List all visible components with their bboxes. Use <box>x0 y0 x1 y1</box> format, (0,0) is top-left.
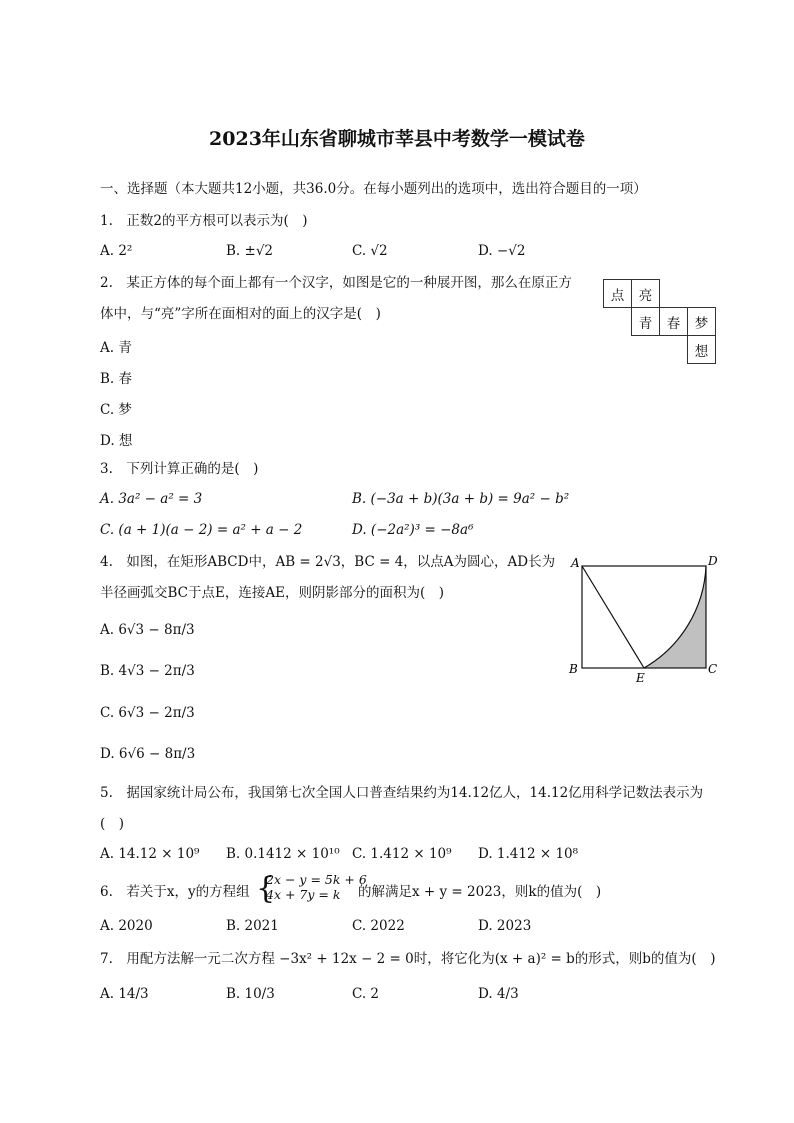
q5-option-a: A. 14.12 × 10⁹ <box>100 846 200 862</box>
question-4-stem-line2: 半径画弧交BC于点E，连接AE，则阴影部分的面积为( ) <box>100 585 444 601</box>
cube-net <box>603 279 716 364</box>
q4-option-d: D. 6√6 − 8π/3 <box>100 746 196 762</box>
net-cell-qing: 青 <box>632 308 660 336</box>
q6-option-a: A. 2020 <box>100 918 153 934</box>
q6-option-b: B. 2021 <box>226 918 279 934</box>
q5-option-c: C. 1.412 × 10⁹ <box>352 846 452 862</box>
question-6-stem-b: 的解满足x + y = 2023，则k的值为( ) <box>358 884 602 900</box>
q4-option-b: B. 4√3 − 2π/3 <box>100 663 195 679</box>
q2-option-d: D. 想 <box>100 433 133 449</box>
system-equation-2: 4x + 7y = k <box>266 887 341 902</box>
q7-option-c: C. 2 <box>352 986 380 1002</box>
question-7-stem: 7. 用配方法解一元二次方程 −3x² + 12x − 2 = 0时，将它化为(x + a)² = b的形式，则b的值为( ) <box>100 951 716 967</box>
q1-option-a: A. 2² <box>100 243 133 259</box>
section-heading: 一、选择题（本大题共12小题，共36.0分。在每小题列出的选项中，选出符合题目的一项） <box>100 181 647 197</box>
q5-option-b: B. 0.1412 × 10¹⁰ <box>226 846 340 862</box>
q3-option-c: C. (a + 1)(a − 2) = a² + a − 2 <box>100 522 303 538</box>
q1-option-c: C. √2 <box>352 243 388 259</box>
question-2-stem-line1: 2. 某正方体的每个面上都有一个汉字，如图是它的一种展开图，那么在原正方 <box>100 275 572 291</box>
segment-ae <box>582 566 644 668</box>
q2-option-c: C. 梦 <box>100 402 132 418</box>
q2-option-a: A. 青 <box>100 340 132 356</box>
shaded-region <box>644 566 706 668</box>
net-cell-dian: 点 <box>604 280 632 308</box>
q7-option-a: A. 14/3 <box>100 986 149 1002</box>
q3-option-b: B. (−3a + b)(3a + b) = 9a² − b² <box>352 491 570 507</box>
question-6-stem-a: 6. 若关于x，y的方程组 <box>100 884 250 900</box>
q4-option-a: A. 6√3 − 8π/3 <box>100 622 195 638</box>
q1-option-b: B. ±√2 <box>226 243 274 259</box>
label-a: A <box>571 556 580 570</box>
q4-option-c: C. 6√3 − 2π/3 <box>100 705 195 721</box>
label-e: E <box>636 671 645 684</box>
system-equation-1: 2x − y = 5k + 6 <box>266 872 367 887</box>
q7-option-b: B. 10/3 <box>226 986 275 1002</box>
label-c: C <box>708 662 718 676</box>
page-title: 2023年山东省聊城市莘县中考数学一模试卷 <box>209 128 585 150</box>
net-cell-meng: 梦 <box>688 308 716 336</box>
q6-option-d: D. 2023 <box>478 918 532 934</box>
q1-option-d: D. −√2 <box>478 243 526 259</box>
q5-option-d: D. 1.412 × 10⁸ <box>478 846 579 862</box>
system-brace: { <box>256 871 276 906</box>
q6-option-c: C. 2022 <box>352 918 405 934</box>
q2-option-b: B. 春 <box>100 371 133 387</box>
net-cell-chun: 春 <box>660 308 688 336</box>
question-3-stem: 3. 下列计算正确的是( ) <box>100 461 259 477</box>
question-4-stem-line1: 4. 如图，在矩形ABCD中，AB = 2√3，BC = 4，以点A为圆心，AD长为 <box>100 554 556 570</box>
label-d: D <box>708 554 718 568</box>
net-cell-xiang: 想 <box>688 336 716 364</box>
q7-option-d: D. 4/3 <box>478 986 519 1002</box>
q3-option-d: D. (−2a²)³ = −8a⁶ <box>352 522 474 538</box>
rectangle-figure <box>566 552 726 684</box>
net-cell-liang: 亮 <box>632 280 660 308</box>
question-5-stem-line2: ( ) <box>100 816 125 832</box>
question-2-stem-line2: 体中，与“亮”字所在面相对的面上的汉字是( ) <box>100 306 381 322</box>
q3-option-a: A. 3a² − a² = 3 <box>100 491 203 507</box>
question-5-stem-line1: 5. 据国家统计局公布，我国第七次全国人口普查结果约为14.12亿人，14.12亿用科学记数法表示为 <box>100 785 704 801</box>
label-b: B <box>569 662 578 676</box>
question-1-stem: 1. 正数2的平方根可以表示为( ) <box>100 213 308 229</box>
